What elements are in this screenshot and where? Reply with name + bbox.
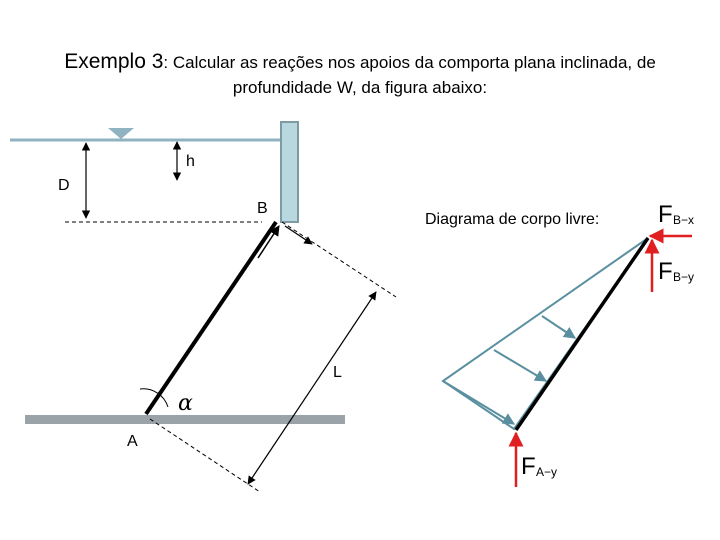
- title-line-2: profundidade W, da figura abaixo:: [232, 78, 488, 97]
- length-dimension-arrow: [248, 292, 376, 484]
- label-D: D: [58, 177, 70, 194]
- gate-plate: [146, 222, 276, 414]
- label-fby-main: F: [658, 258, 673, 285]
- title-text-1: : Calcular as reações nos apoios da comporta plana inclinada, de: [163, 53, 656, 72]
- label-h: h: [186, 153, 195, 170]
- free-body-diagram-title: Diagrama de corpo livre:: [425, 211, 600, 228]
- pressure-arrow-2: [494, 350, 546, 381]
- label-fby-sub: B−y: [673, 270, 695, 284]
- label-fay-main: F: [521, 453, 536, 480]
- label-B: B: [257, 200, 268, 217]
- vertical-wall: [281, 122, 298, 222]
- pressure-arrow-3: [443, 381, 514, 424]
- label-alpha: α: [178, 391, 193, 416]
- small-arrow-b: [285, 226, 312, 244]
- length-extension-top: [282, 222, 396, 297]
- example-label: Exemplo 3: [64, 50, 164, 73]
- pressure-arrow-1: [542, 316, 575, 338]
- ground: [25, 415, 345, 424]
- label-fay-sub: A−y: [536, 465, 558, 479]
- label-fbx-sub: B−x: [673, 213, 695, 227]
- length-extension-bottom: [150, 419, 260, 492]
- label-L: L: [333, 364, 342, 381]
- free-surface-symbol: [108, 128, 134, 139]
- label-A: A: [127, 433, 138, 450]
- label-fbx-main: F: [658, 201, 673, 228]
- fbd-gate: [516, 238, 648, 430]
